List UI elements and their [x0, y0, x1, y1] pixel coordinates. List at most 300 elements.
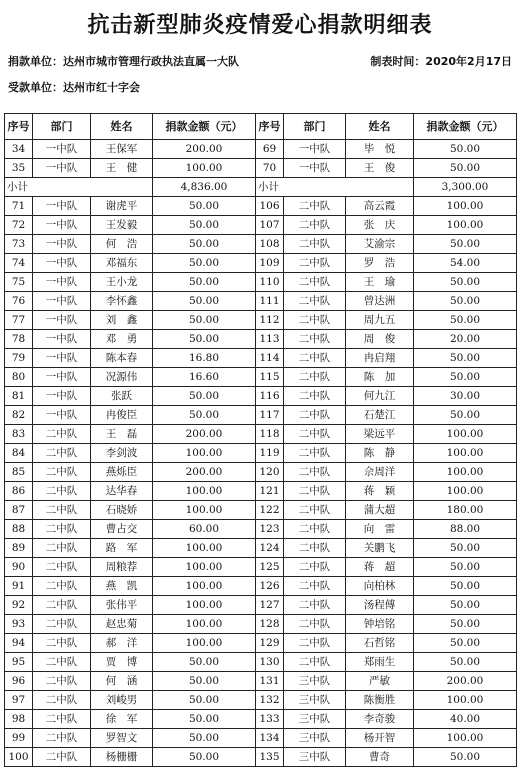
header-cell: 姓名	[346, 114, 414, 140]
table-cell: 路 军	[91, 539, 153, 558]
table-cell: 122	[256, 501, 284, 520]
table-cell: 严敏	[346, 672, 414, 691]
table-cell: 汤程傅	[346, 596, 414, 615]
table-cell: 50.00	[414, 634, 517, 653]
table-cell: 邓 勇	[91, 330, 153, 349]
table-row	[5, 140, 517, 159]
table-cell: 100.00	[153, 634, 256, 653]
table-cell: 赵忠菊	[91, 615, 153, 634]
table-cell: 50.00	[414, 539, 517, 558]
table-cell: 二中队	[284, 254, 346, 273]
table-cell: 王 磊	[91, 425, 153, 444]
table-cell: 117	[256, 406, 284, 425]
header-cell: 捐款金额（元）	[153, 114, 256, 140]
table-row	[5, 273, 517, 292]
table-cell: 钟培铭	[346, 615, 414, 634]
table-cell: 二中队	[33, 710, 91, 729]
table-cell: 况源伟	[91, 368, 153, 387]
table-cell: 二中队	[33, 748, 91, 767]
table-cell: 二中队	[284, 539, 346, 558]
table-cell: 张 庆	[346, 216, 414, 235]
recipient-unit: 受款单位：达州市红十字会	[8, 81, 140, 94]
table-cell: 80	[5, 368, 33, 387]
table-cell: 34	[5, 140, 33, 159]
table-cell: 78	[5, 330, 33, 349]
table-row	[5, 634, 517, 653]
table-row	[5, 216, 517, 235]
table-cell: 二中队	[284, 368, 346, 387]
table-cell: 二中队	[284, 330, 346, 349]
table-cell: 50.00	[414, 653, 517, 672]
table-cell: 二中队	[284, 292, 346, 311]
donation-table	[4, 113, 517, 767]
table-cell: 200.00	[414, 672, 517, 691]
table-cell: 二中队	[33, 444, 91, 463]
table-row	[5, 311, 517, 330]
table-cell: 蒲大超	[346, 501, 414, 520]
table-cell: 73	[5, 235, 33, 254]
table-cell: 二中队	[33, 539, 91, 558]
table-cell: 二中队	[33, 425, 91, 444]
table-cell: 张跃	[91, 387, 153, 406]
table-cell: 李怀鑫	[91, 292, 153, 311]
table-cell: 98	[5, 710, 33, 729]
table-cell: 石楚江	[346, 406, 414, 425]
table-cell: 100.00	[414, 691, 517, 710]
table-cell: 35	[5, 159, 33, 178]
donor-unit: 捐款单位：达州市城市管理行政执法直属一大队	[8, 55, 239, 68]
table-cell: 128	[256, 615, 284, 634]
table-cell: 50.00	[153, 691, 256, 710]
table-cell: 二中队	[284, 596, 346, 615]
top-rows	[5, 140, 517, 178]
table-cell: 84	[5, 444, 33, 463]
made-time: 制表时间：2020年2月17日	[370, 55, 512, 68]
table-cell: 115	[256, 368, 284, 387]
table-cell: 陈本春	[91, 349, 153, 368]
table-cell: 85	[5, 463, 33, 482]
table-cell: 罗 浩	[346, 254, 414, 273]
table-cell: 50.00	[414, 615, 517, 634]
table-cell: 陈衡胜	[346, 691, 414, 710]
table-cell: 曹奇	[346, 748, 414, 767]
table-cell: 96	[5, 672, 33, 691]
table-cell: 50.00	[153, 406, 256, 425]
table-cell: 200.00	[153, 463, 256, 482]
table-cell: 二中队	[284, 482, 346, 501]
table-cell: 杨开智	[346, 729, 414, 748]
header-cell: 部门	[284, 114, 346, 140]
table-cell: 125	[256, 558, 284, 577]
table-cell: 一中队	[33, 387, 91, 406]
header-cell: 序号	[5, 114, 33, 140]
table-cell: 76	[5, 292, 33, 311]
table-cell: 50.00	[153, 216, 256, 235]
table-cell: 二中队	[33, 520, 91, 539]
table-cell: 20.00	[414, 330, 517, 349]
table-row	[5, 729, 517, 748]
table-cell: 向柏林	[346, 577, 414, 596]
table-cell: 116	[256, 387, 284, 406]
table-cell: 119	[256, 444, 284, 463]
table-cell: 李剑波	[91, 444, 153, 463]
table-cell: 陈 加	[346, 368, 414, 387]
table-cell: 118	[256, 425, 284, 444]
table-cell: 燕烁臣	[91, 463, 153, 482]
table-cell: 50.00	[414, 368, 517, 387]
table-cell: 123	[256, 520, 284, 539]
table-cell: 蒋 超	[346, 558, 414, 577]
table-cell: 一中队	[33, 292, 91, 311]
table-cell: 69	[256, 140, 284, 159]
table-cell: 石晓娇	[91, 501, 153, 520]
meta-row-recipient	[8, 78, 512, 98]
table-cell: 二中队	[33, 634, 91, 653]
table-cell: 二中队	[284, 615, 346, 634]
table-cell: 何 涵	[91, 672, 153, 691]
table-cell: 50.00	[153, 729, 256, 748]
table-cell: 一中队	[33, 311, 91, 330]
table-cell: 121	[256, 482, 284, 501]
table-cell: 100	[5, 748, 33, 767]
table-row	[5, 330, 517, 349]
table-cell: 一中队	[33, 197, 91, 216]
meta-block	[0, 52, 520, 98]
table-cell: 134	[256, 729, 284, 748]
table-cell: 三中队	[284, 672, 346, 691]
table-cell: 一中队	[33, 235, 91, 254]
subtotal-label-right: 小计	[256, 178, 414, 197]
table-cell: 50.00	[153, 311, 256, 330]
table-cell: 二中队	[33, 729, 91, 748]
table-cell: 三中队	[284, 691, 346, 710]
table-cell: 50.00	[153, 710, 256, 729]
table-cell: 二中队	[33, 596, 91, 615]
table-cell: 95	[5, 653, 33, 672]
table-cell: 郑雨生	[346, 653, 414, 672]
table-cell: 一中队	[33, 159, 91, 178]
table-cell: 71	[5, 197, 33, 216]
table-cell: 二中队	[284, 634, 346, 653]
table-cell: 86	[5, 482, 33, 501]
table-cell: 106	[256, 197, 284, 216]
table-cell: 100.00	[153, 596, 256, 615]
table-cell: 燕 凯	[91, 577, 153, 596]
table-cell: 王保军	[91, 140, 153, 159]
table-cell: 50.00	[414, 273, 517, 292]
table-row	[5, 558, 517, 577]
table-row	[5, 748, 517, 767]
table-cell: 周粮荐	[91, 558, 153, 577]
table-cell: 冉启翔	[346, 349, 414, 368]
table-row	[5, 368, 517, 387]
table-cell: 艾渝宗	[346, 235, 414, 254]
table-cell: 124	[256, 539, 284, 558]
table-cell: 一中队	[33, 368, 91, 387]
table-cell: 一中队	[33, 349, 91, 368]
table-cell: 二中队	[284, 577, 346, 596]
table-cell: 109	[256, 254, 284, 273]
table-cell: 二中队	[33, 672, 91, 691]
table-cell: 一中队	[33, 216, 91, 235]
table-cell: 50.00	[414, 577, 517, 596]
table-cell: 刘 鑫	[91, 311, 153, 330]
table-row	[5, 501, 517, 520]
table-cell: 132	[256, 691, 284, 710]
table-cell: 40.00	[414, 710, 517, 729]
table-cell: 54.00	[414, 254, 517, 273]
table-cell: 100.00	[153, 539, 256, 558]
table-cell: 一中队	[33, 330, 91, 349]
table-cell: 88.00	[414, 520, 517, 539]
table-row	[5, 387, 517, 406]
table-cell: 杨栅栅	[91, 748, 153, 767]
table-cell: 89	[5, 539, 33, 558]
table-cell: 50.00	[153, 292, 256, 311]
subtotal-amount-left: 4,836.00	[153, 178, 256, 197]
table-cell: 一中队	[33, 273, 91, 292]
subtotal-label-left: 小计	[5, 178, 153, 197]
table-cell: 91	[5, 577, 33, 596]
table-cell: 二中队	[33, 463, 91, 482]
table-cell: 100.00	[414, 444, 517, 463]
table-cell: 50.00	[153, 672, 256, 691]
table-cell: 112	[256, 311, 284, 330]
table-cell: 100.00	[414, 482, 517, 501]
table-cell: 50.00	[414, 349, 517, 368]
table-cell: 111	[256, 292, 284, 311]
table-cell: 周 俊	[346, 330, 414, 349]
table-cell: 93	[5, 615, 33, 634]
table-cell: 三中队	[284, 748, 346, 767]
table-row	[5, 577, 517, 596]
table-cell: 50.00	[414, 311, 517, 330]
table-cell: 石哲铭	[346, 634, 414, 653]
table-cell: 二中队	[284, 197, 346, 216]
table-cell: 83	[5, 425, 33, 444]
table-cell: 100.00	[153, 615, 256, 634]
table-cell: 毕 悦	[346, 140, 414, 159]
table-cell: 131	[256, 672, 284, 691]
table-cell: 二中队	[284, 653, 346, 672]
table-cell: 二中队	[284, 501, 346, 520]
table-row	[5, 425, 517, 444]
table-row	[5, 254, 517, 273]
table-cell: 50.00	[153, 197, 256, 216]
table-cell: 王小龙	[91, 273, 153, 292]
table-cell: 100.00	[153, 482, 256, 501]
table-cell: 王 瑜	[346, 273, 414, 292]
table-cell: 二中队	[284, 349, 346, 368]
table-row	[5, 482, 517, 501]
table-cell: 二中队	[284, 463, 346, 482]
table-cell: 陈 静	[346, 444, 414, 463]
table-cell: 50.00	[414, 748, 517, 767]
table-cell: 100.00	[414, 197, 517, 216]
table-cell: 74	[5, 254, 33, 273]
table-cell: 50.00	[414, 292, 517, 311]
table-cell: 133	[256, 710, 284, 729]
table-row	[5, 406, 517, 425]
table-cell: 曾达洲	[346, 292, 414, 311]
table-cell: 冉俊臣	[91, 406, 153, 425]
table-cell: 82	[5, 406, 33, 425]
table-cell: 二中队	[33, 615, 91, 634]
table-cell: 180.00	[414, 501, 517, 520]
table-cell: 二中队	[284, 425, 346, 444]
table-cell: 50.00	[153, 653, 256, 672]
table-cell: 50.00	[414, 596, 517, 615]
table-cell: 二中队	[284, 520, 346, 539]
table-cell: 99	[5, 729, 33, 748]
table-row	[5, 444, 517, 463]
header-cell: 序号	[256, 114, 284, 140]
table-row	[5, 159, 517, 178]
table-cell: 127	[256, 596, 284, 615]
table-cell: 16.60	[153, 368, 256, 387]
table-cell: 郝 洋	[91, 634, 153, 653]
table-cell: 79	[5, 349, 33, 368]
table-cell: 126	[256, 577, 284, 596]
table-cell: 120	[256, 463, 284, 482]
table-cell: 87	[5, 501, 33, 520]
table-cell: 一中队	[33, 406, 91, 425]
table-cell: 16.80	[153, 349, 256, 368]
table-row	[5, 596, 517, 615]
table-cell: 达华春	[91, 482, 153, 501]
table-cell: 200.00	[153, 140, 256, 159]
table-cell: 王 健	[91, 159, 153, 178]
table-cell: 周九五	[346, 311, 414, 330]
table-row	[5, 197, 517, 216]
table-cell: 二中队	[33, 558, 91, 577]
header-cell: 捐款金额（元）	[414, 114, 517, 140]
table-row	[5, 520, 517, 539]
table-cell: 110	[256, 273, 284, 292]
table-cell: 何九江	[346, 387, 414, 406]
table-cell: 二中队	[33, 482, 91, 501]
table-cell: 130	[256, 653, 284, 672]
table-cell: 100.00	[414, 425, 517, 444]
table-cell: 75	[5, 273, 33, 292]
meta-row-donor	[8, 52, 512, 72]
table-cell: 关鹏飞	[346, 539, 414, 558]
table-cell: 60.00	[153, 520, 256, 539]
table-cell: 107	[256, 216, 284, 235]
table-cell: 100.00	[414, 463, 517, 482]
table-cell: 50.00	[414, 558, 517, 577]
header-cell: 姓名	[91, 114, 153, 140]
table-cell: 一中队	[284, 140, 346, 159]
table-cell: 113	[256, 330, 284, 349]
table-cell: 向 雷	[346, 520, 414, 539]
table-cell: 50.00	[153, 273, 256, 292]
table-cell: 50.00	[414, 159, 517, 178]
table-cell: 蒋 颖	[346, 482, 414, 501]
table-cell: 贾 博	[91, 653, 153, 672]
table-row	[5, 349, 517, 368]
table-cell: 徐 军	[91, 710, 153, 729]
page-title: 抗击新型肺炎疫情爱心捐款明细表	[87, 13, 433, 38]
table-cell: 三中队	[284, 710, 346, 729]
table-cell: 邓福东	[91, 254, 153, 273]
table-cell: 一中队	[33, 254, 91, 273]
table-cell: 李奇骏	[346, 710, 414, 729]
table-cell: 二中队	[284, 558, 346, 577]
table-cell: 二中队	[284, 216, 346, 235]
subtotal-rows	[5, 178, 517, 197]
table-row	[5, 653, 517, 672]
table-cell: 72	[5, 216, 33, 235]
table-cell: 一中队	[284, 159, 346, 178]
table-cell: 梁远平	[346, 425, 414, 444]
table-row	[5, 235, 517, 254]
table-cell: 50.00	[153, 387, 256, 406]
table-row	[5, 615, 517, 634]
table-cell: 50.00	[153, 254, 256, 273]
table-cell: 罗智文	[91, 729, 153, 748]
table-cell: 何 浩	[91, 235, 153, 254]
table-cell: 二中队	[33, 501, 91, 520]
table-row	[5, 691, 517, 710]
table-cell: 81	[5, 387, 33, 406]
subtotal-amount-right: 3,300.00	[414, 178, 517, 197]
table-cell: 70	[256, 159, 284, 178]
table-cell: 二中队	[284, 387, 346, 406]
table-row	[5, 672, 517, 691]
table-cell: 高云霞	[346, 197, 414, 216]
table-cell: 100.00	[153, 501, 256, 520]
table-cell: 二中队	[284, 235, 346, 254]
table-cell: 135	[256, 748, 284, 767]
table-cell: 200.00	[153, 425, 256, 444]
subtotal-row	[5, 178, 517, 197]
main-rows	[5, 197, 517, 767]
table-cell: 100.00	[153, 558, 256, 577]
table-cell: 二中队	[33, 577, 91, 596]
table-cell: 30.00	[414, 387, 517, 406]
table-cell: 129	[256, 634, 284, 653]
table-cell: 90	[5, 558, 33, 577]
table-cell: 88	[5, 520, 33, 539]
table-cell: 50.00	[414, 140, 517, 159]
table-cell: 50.00	[414, 235, 517, 254]
table-cell: 曹占交	[91, 520, 153, 539]
table-cell: 二中队	[33, 691, 91, 710]
table-cell: 王发毅	[91, 216, 153, 235]
table-cell: 二中队	[284, 311, 346, 330]
header-row	[5, 114, 517, 140]
table-cell: 二中队	[284, 444, 346, 463]
table-cell: 114	[256, 349, 284, 368]
table-cell: 100.00	[414, 216, 517, 235]
table-cell: 100.00	[414, 729, 517, 748]
table-cell: 50.00	[153, 235, 256, 254]
table-cell: 二中队	[284, 406, 346, 425]
table-row	[5, 292, 517, 311]
table-cell: 50.00	[153, 748, 256, 767]
table-cell: 92	[5, 596, 33, 615]
table-cell: 谢虎平	[91, 197, 153, 216]
table-row	[5, 710, 517, 729]
table-cell: 108	[256, 235, 284, 254]
table-cell: 王 俊	[346, 159, 414, 178]
table-cell: 94	[5, 634, 33, 653]
table-cell: 50.00	[153, 330, 256, 349]
table-cell: 100.00	[153, 577, 256, 596]
table-cell: 77	[5, 311, 33, 330]
header-cell: 部门	[33, 114, 91, 140]
